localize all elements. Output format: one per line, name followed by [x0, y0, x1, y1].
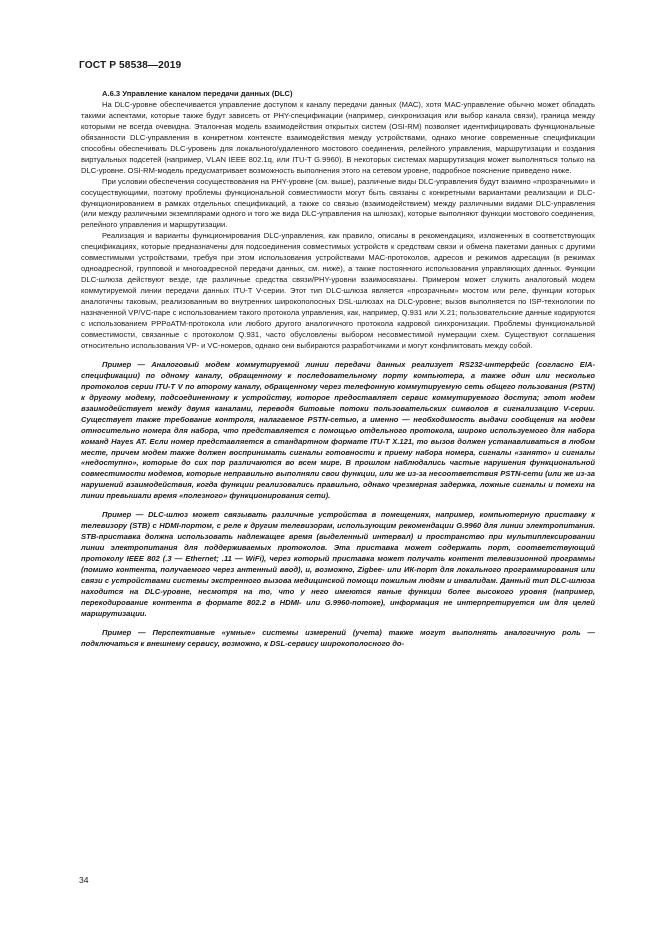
paragraph: При условии обеспечения сосуществования на PHY-уровне (см. выше), различные виды DLC-управления будут взаимно «прозрачными» и сосуществующими, поэтому проблемы функциональной совместимости могут быть связаны с конкретными вариантами реализации и DLC-функционированием в рамках отдельных спецификаций, а также со связью (взаимодействием) между различными видами DLC-управления (или между различными экземплярами одного и того же вида DLC-управления на шлюзах), которые выполняют функции мостового соединения, релейного управления и маршрутизации.	[81, 176, 595, 230]
document-body	[81, 89, 595, 650]
document-header: ГОСТ Р 58538—2019	[79, 60, 182, 71]
section-title: А.6.3 Управление каналом передачи данных (DLC)	[102, 89, 293, 98]
example-paragraph: Пример — DLC-шлюз может связывать различные устройства в помещениях, например, компьютерную приставку к телевизору (STB) с HDMI-портом, с реле к другим телевизорам, использующим рекомендации G.9960 для линии электропитания. STB-приставка должна использовать надлежащее время (выделенный интервал) и пространство при мультиплексировании линии электропитания для поддерживаемых протоколов. Эта приставка может содержать порт, соответствующий протоколу IEEE 802 (.3 — Ethernet; .11 — WiFi), через который приставка может получать контент телевизионной программы (помимо контента, получаемого через антенный ввод), и, возможно, Zigbee- или ИК-порт для локального программирования или связи с устройствами системы экстренного вызова медицинской помощи пожилым людям и инвалидам. Данный тип DLC-шлюза находится на DLC-уровне, несмотря на то, что у него имеются явные функции более высокого уровня (например, перекодирование контента в формате 802.2 в HDMI- или G.9960-потоке), информация не интерпретируется им для целей маршрутизации.	[81, 510, 595, 618]
example-paragraph: Пример — Аналоговый модем коммутируемой линии передачи данных реализует RS232-интерфейс (согласно EIA-спецификации) по одному каналу, обращенному к последовательному порту компьютера, а также один или несколько протоколов серии ITU-T V по второму каналу, обращенному через телефонную коммутируемую сеть общего пользования (PSTN) к другому модему, подсоединенному к устройству, которое предоставляет сервис коммутируемого доступа; этот модем взаимодействует между двумя каналами, переводя битовые потоки пользовательских символов в сигнализацию V-серии. Существует также требование контроля, налагаемое PSTN-сетью, а именно — необходимость выдачи сообщения на модем относительно номера для набора, что представляется с помощью отдельного протокола, широко используемого для набора команд Hayes AT. Если номер представляется в стандартном формате ITU-T X.121, то вызов должен устанавливаться в любом месте, причем модем также должен воспринимать сигналы готовности к приему набора номера, сигналы «занято» и сигналы «недоступно», которые до сих пор различаются во всем мире. В прошлом наблюдались частые нарушения функциональной совместимости модемов, которые неправильно выполняли свои функции, или же из-за несоответствия PSTN-сети (или же из-за нарушений взаимодействия, когда функции реализовались правильно, однако чрезмерная задержка, ложные сигналы и помехи на линии превышали время «полезного» функционирования сети).	[81, 359, 595, 501]
page-number: 34	[79, 875, 89, 885]
paragraph: Реализация и варианты функционирования DLC-управления, как правило, описаны в рекомендациях, изложенных в соответствующих спецификациях, которые предназначены для подсоединения совместимых устройств к средствам связи и обмена пакетами данных с другими совместимыми устройствами, требуя при этом использования устройствами МАС-протоколов, адресов и режимов адресации (в режимах одноадресной, групповой и многоадресной передачи данных, см. ниже), а также постоянного использования управляющих данных. Функции DLC-шлюза действуют везде, где различные средства связи/PHY-уровни взаимосвязаны. Примером может служить аналоговый модем коммутируемой линии передачи данных ITU-T V-серии. Этот тип DLC-шлюза является «прозрачным» мостом или реле, функции которых аналогичны таковым, реализованным во внутренних широкополосных DSL-шлюзах на DLC-уровне; вызов выполняется по ISP-технологии по назначенной VP/VC-паре с использованием такого протокола управления, как, например, Q.931 или X.21; пользовательские данные кодируются с использованием PPPoATM-протокола или любого другого аналогичного протокола кадровой синхронизации. Проблемы функциональной совместимости, связанные с протоколом Q.931, часто обусловлены выбором несовместимой нумерации схем. Существуют соглашения относительно использования VP- и VC-номеров, однако они выбираются разработчиками и могут конфликтовать между собой.	[81, 231, 595, 350]
paragraph: На DLC-уровне обеспечивается управление доступом к каналу передачи данных (МАС), хотя МАС-управление обычно может обладать такими аспектами, которые также будут зависеть от PHY-спецификации (например, синхронизация или выбор канала связи), граница между которыми не всегда очевидна. Эталонная модель взаимодействия открытых систем (OSI-RM) позволяет идентифицировать функциональные обязанности DLC-управления в конкретном контексте взаимодействия между устройствами, однако многие современные спецификации способны обеспечивать DLC-уровень для локального/удаленного мостового соединения, релейного управления, маршрутизации и создания виртуальных подсетей (например, VLAN IEEE 802.1q, или ITU-T G.9960). В некоторых системах маршрутизация может выполняться только на DLC-уровне. OSI-RM-модель предусматривает возможность выполнения этого на сетевом уровне, подробное пояснение приведено ниже.	[81, 99, 595, 175]
example-paragraph: Пример — Перспективные «умные» системы измерений (учета) также могут выполнять аналогичную роль — подключаться к внешнему сервису, возможно, к DSL-сервису широкополосного до-	[81, 627, 595, 648]
